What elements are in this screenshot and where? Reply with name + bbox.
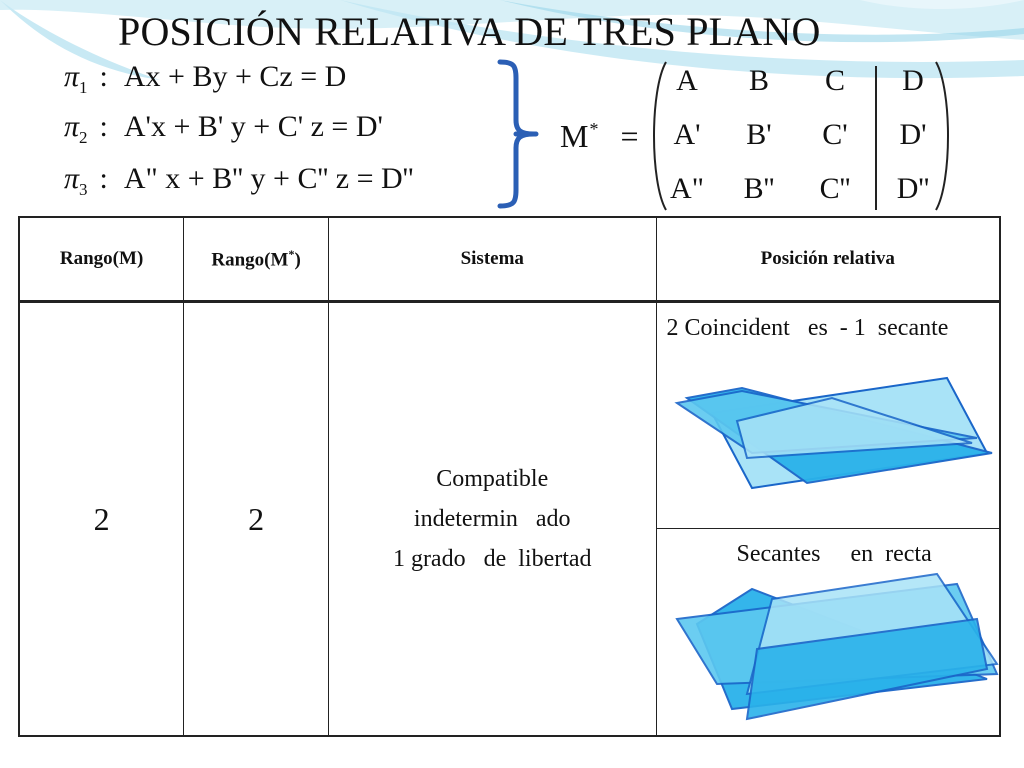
posicion-label: Secantes en recta	[736, 541, 932, 567]
rango-m-value: 2	[19, 302, 184, 737]
matrix-cell: C	[824, 64, 845, 97]
sistema-line: 1 grado de libertad	[392, 546, 592, 572]
matrix-star: *	[589, 119, 599, 139]
pi-symbol: π	[64, 110, 80, 143]
table-row	[19, 302, 1000, 529]
equation-text: A" x + B'' y + C'' z = D''	[123, 162, 414, 195]
equation-plane-1: $\pi_1$ : Ax + By + Cz = D	[64, 60, 347, 97]
table-header-row	[19, 217, 1000, 302]
header-posicion-relativa: Posición relativa	[656, 217, 1000, 302]
rango-mstar-value: 2	[184, 302, 329, 737]
planes-coincident-secant-icon	[657, 303, 1000, 528]
matrix-cell: A"	[670, 172, 704, 205]
matrix-cell: A	[676, 64, 698, 97]
matrix-cell: B	[748, 64, 769, 97]
equation-text: Ax + By + Cz = D	[123, 60, 347, 93]
pi-subscript: 2	[79, 128, 88, 147]
augmented-divider	[875, 66, 877, 210]
posicion-secantes	[656, 529, 1000, 737]
equals-sign: =	[620, 118, 639, 154]
pi-symbol: π	[64, 60, 80, 93]
matrix-cell: B''	[743, 172, 775, 205]
equation-plane-2: $\pi_2$ : A'x + B' y + C' z = D'	[64, 110, 383, 147]
matrix-name: M	[560, 118, 589, 154]
posicion-coincidentes	[656, 302, 1000, 529]
equation-plane-3: $\pi_3$ : A" x + B'' y + C'' z = D''	[64, 162, 414, 199]
sistema-line: indetermin ado	[413, 506, 571, 532]
planes-secant-line-icon	[657, 529, 1000, 735]
sistema-value	[328, 302, 656, 737]
page-title: POSICIÓN RELATIVA DE TRES PLANO	[118, 9, 821, 54]
matrix-cell: D	[902, 64, 924, 97]
rank-table	[18, 216, 1001, 737]
matrix-cell: D'	[899, 118, 927, 151]
header-rango-mstar: Rango(M*)	[184, 217, 329, 302]
matrix-cell: A'	[673, 118, 701, 151]
matrix-cell: C'	[822, 118, 848, 151]
equation-text: A'x + B' y + C' z = D'	[123, 110, 383, 143]
header-rango-m: Rango(M)	[19, 217, 184, 302]
posicion-label: 2 Coincident es - 1 secante	[666, 315, 949, 341]
augmented-matrix-label	[560, 118, 639, 155]
sistema-line: Compatible	[436, 466, 549, 492]
header-sistema: Sistema	[328, 217, 656, 302]
right-brace-icon	[496, 58, 540, 210]
matrix-cell: C''	[819, 172, 851, 205]
pi-symbol: π	[64, 162, 80, 195]
matrix-cell: D''	[896, 172, 930, 205]
matrix-cell: B'	[746, 118, 772, 151]
pi-subscript: 1	[79, 78, 88, 97]
pi-subscript: 3	[79, 180, 88, 199]
